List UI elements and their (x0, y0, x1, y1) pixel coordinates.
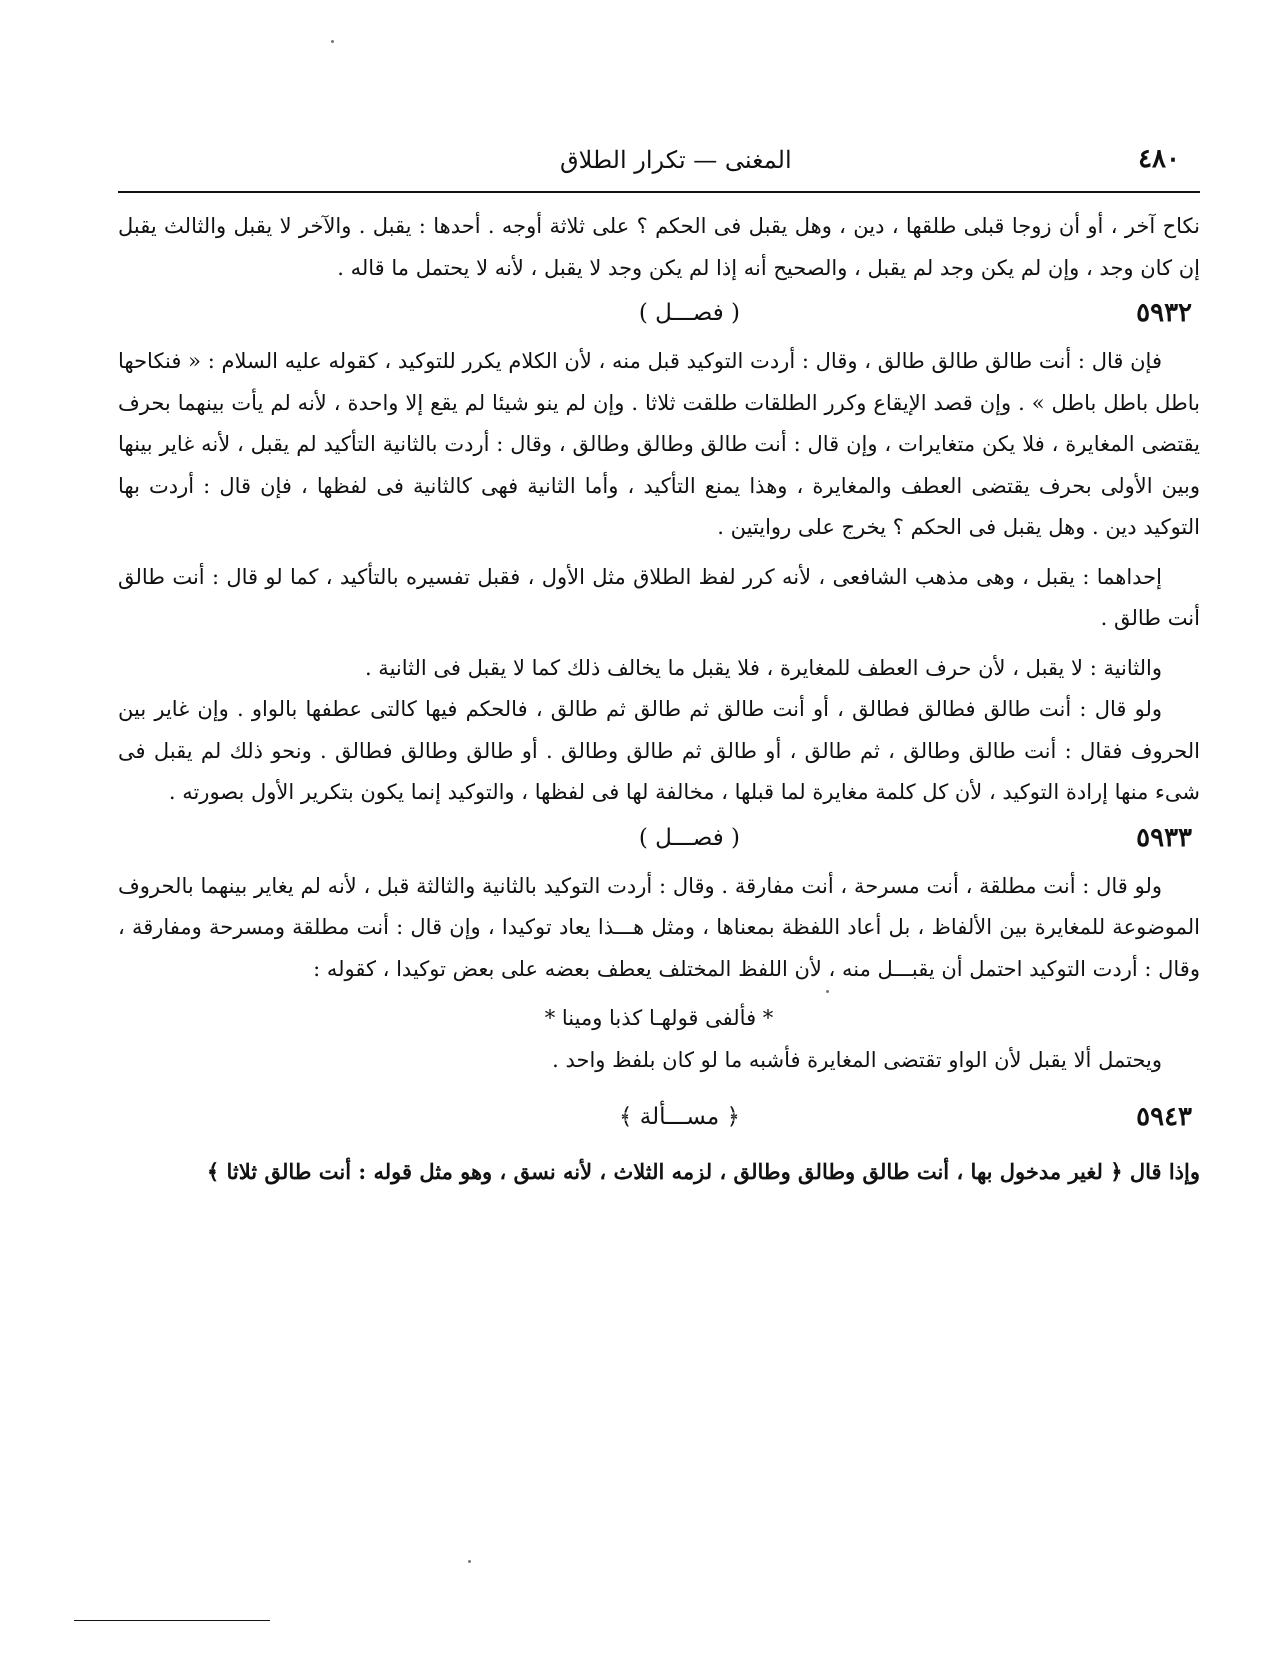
section-title: ( فصـــل ) (638, 300, 740, 326)
running-title: المغنى — تكرار الطلاق (560, 146, 792, 174)
scan-speck (468, 1560, 471, 1563)
paragraph: والثانية : لا يقبل ، لأن حرف العطف للمغايرة ، فلا يقبل ما يخالف ذلك كما لا يقبل فى الثانية . (364, 655, 1162, 680)
section-heading (118, 1095, 1200, 1143)
paragraph: وإذا قال ﴿ لغير مدخول بها ، أنت طالق وطالق وطالق ، لزمه الثلاث ، لأنه نسق ، وهو مثل قوله : أنت طالق ثلاثا ﴾ (206, 1159, 1200, 1184)
section-title: ( فصـــل ) (638, 824, 740, 851)
footnote-divider (74, 1620, 270, 1621)
section-number: ٥٩٤٣ (1136, 1102, 1192, 1132)
section-heading (118, 291, 1200, 339)
header-divider (118, 191, 1200, 193)
section-number: ٥٩٣٢ (1136, 298, 1192, 328)
scan-speck (331, 40, 334, 43)
section-heading (118, 816, 1200, 864)
section-number: ٥٩٣٣ (1136, 822, 1192, 853)
page-body (118, 206, 1200, 1193)
paragraph: إحداهما : يقبل ، وهى مذهب الشافعى ، لأنه كرر لفظ الطلاق مثل الأول ، فقبل تفسيره بالتأكيد ، كما لو قال : أنت طالق أنت طالق . (118, 564, 1200, 630)
page-number: ٤٨٠ (1138, 144, 1180, 174)
section-title: ﴿ مســـألة ﴾ (619, 1104, 740, 1130)
paragraph: نكاح آخر ، أو أن زوجا قبلى طلقها ، دين ، وهل يقبل فى الحكم ؟ على ثلاثة أوجه . أحدها : يقبل . والآخر لا يقبل والثالث يقبل إن كان وجد ، وإن لم يكن وجد لم يقبل ، والصحيح أنه إذا لم يكن وجد لا يقبل ، لأنه لا يحتمل ما قاله . (118, 214, 1200, 280)
verse-line: * فألفى قولهـا كذبا ومينا * (544, 1006, 774, 1030)
paragraph: ويحتمل ألا يقبل لأن الواو تقتضى المغايرة فأشبه ما لو كان بلفظ واحد . (552, 1047, 1162, 1072)
paragraph: ولو قال : أنت مطلقة ، أنت مسرحة ، أنت مفارقة . وقال : أردت التوكيد بالثانية والثالثة قبل ، لأنه لم يغاير بينهما بالحروف الموضوعة للمغايرة بين الألفاظ ، بل أعاد اللفظة بمعناها ، ومثل هـــذا يعاد توكيدا ، وإن قال : أنت مطلقة ومسرحة ومفارقة ، وقال : أردت التوكيد احتمل أن يقبـــل منه ، لأن اللفظ المختلف يعطف بعضه على بعض توكيدا ، كقوله : (118, 873, 1200, 981)
paragraph: فإن قال : أنت طالق طالق طالق ، وقال : أردت التوكيد قبل منه ، لأن الكلام يكرر للتوكيد ، كقوله عليه السلام : « فنكاحها باطل باطل باطل » . وإن قصد الإيقاع وكرر الطلقات طلقت ثلاثا . وإن لم ينو شيئا لم يقع إلا واحدة ، لأنه لم يأت بينهما بحرف يقتضى المغايرة ، فلا يكن متغايرات ، وإن قال : أنت طالق وطالق وطالق ، وقال : أردت بالثانية التأكيد لم يقبل ، لأنه غاير بينها وبين الأولى بحرف يقتضى العطف والمغايرة ، وهذا يمنع التأكيد ، وأما الثانية فهى كالثانية فى لفظها ، فإن قال : أردت بها التوكيد دين . وهل يقبل فى الحكم ؟ يخرج على روايتين . (118, 349, 1200, 539)
paragraph: ولو قال : أنت طالق فطالق فطالق ، أو أنت طالق ثم طالق ثم طالق ، فالحكم فيها كالتى عطفها بالواو . وإن غاير بين الحروف فقال : أنت طالق وطالق ، ثم طالق ، أو طالق ثم طالق وطالق . أو طالق وطالق فطالق . ونحو ذلك لم يقبل فى شىء منها إرادة التوكيد ، لأن كل كلمة مغايرة لما قبلها ، مخالفة لها فى لفظها ، والتوكيد إنما يكون بتكرير الأول بصورته . (118, 697, 1200, 804)
page-header (120, 138, 1180, 182)
